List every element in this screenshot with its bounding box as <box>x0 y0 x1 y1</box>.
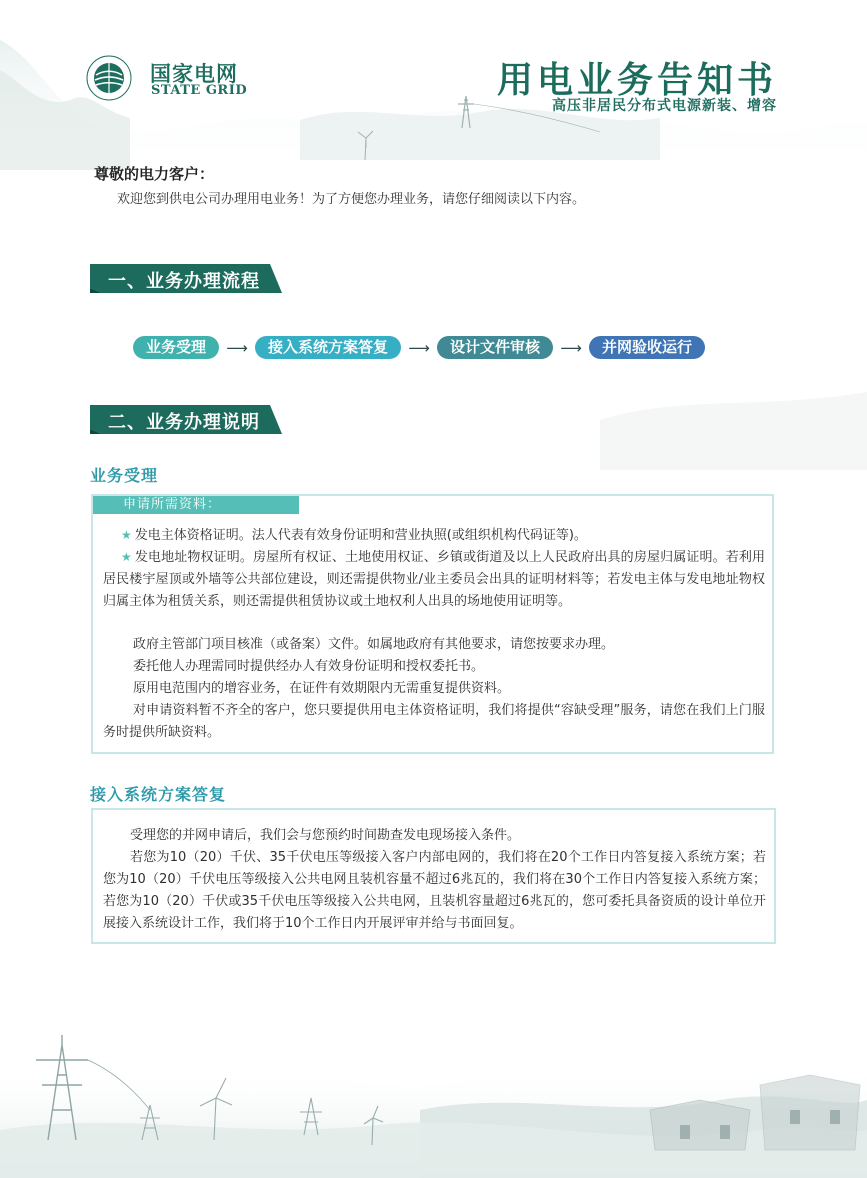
section-banner-instructions <box>90 405 282 434</box>
logo-chinese-name: 国家电网 <box>150 62 238 86</box>
material-item <box>103 546 765 613</box>
page-title: 用电业务告知书 <box>496 60 777 101</box>
material-item-text: 发电地址物权证明。房屋所有权证、土地使用权证、乡镇或街道及以上人民政府出具的房屋归属证明。若利用居民楼宇屋顶或外墙等公共部位建设，则还需提供物业/业主委员会出具的证明材料等；若发电主体与发电地址物权归属主体为租赁关系，则还需提供租赁协议或土地权利人出具的场地使用证明等。 <box>103 550 765 609</box>
flow-step-design-review: 设计文件审核 <box>437 336 553 359</box>
acceptance-box <box>91 494 774 754</box>
flow-step-grid-acceptance: 并网验收运行 <box>589 336 705 359</box>
process-flow <box>133 336 705 359</box>
material-item <box>121 524 761 547</box>
flow-arrow-icon: ⟶ <box>560 338 582 357</box>
material-item: 对申请资料暂不齐全的客户，您只要提供用电主体资格证明，我们将提供“容缺受理”服务，请您在我们上门服务时提供所缺资料。 <box>103 703 765 740</box>
star-bullet-icon: ★ <box>121 550 132 564</box>
flow-step-access-plan: 接入系统方案答复 <box>255 336 401 359</box>
access-plan-box <box>91 808 776 944</box>
section-banner-process <box>90 264 282 293</box>
greeting-salutation: 尊敬的电力客户： <box>94 165 215 183</box>
flow-arrow-icon: ⟶ <box>226 338 248 357</box>
section-title: 二、业务办理说明 <box>108 412 260 433</box>
subheading-acceptance: 业务受理 <box>90 466 159 485</box>
state-grid-globe-logo <box>86 55 132 101</box>
star-bullet-icon: ★ <box>121 528 132 542</box>
section-title: 一、业务办理流程 <box>108 271 260 292</box>
material-item: 原用电范围内的增容业务，在证件有效期限内无需重复提供资料。 <box>133 681 511 696</box>
material-item-text: 发电主体资格证明。法人代表有效身份证明和营业执照(或组织机构代码证等)。 <box>134 528 587 543</box>
page-subtitle: 高压非居民分布式电源新装、增容 <box>552 98 777 114</box>
logo-english-name: STATE GRID <box>151 83 248 98</box>
material-item: 委托他人办理需同时提供经办人有效身份证明和授权委托书。 <box>133 659 485 674</box>
access-plan-paragraph: 若您为10（20）千伏、35千伏电压等级接入客户内部电网的，我们将在20个工作日内答复接入系统方案；若您为10（20）千伏电压等级接入公共电网且装机容量不超过6兆瓦的，我们将在30个工作日内答复接入系统方案；若您为10（20）千伏或35千伏电压等级接入公共电网，且装机容量超过6兆瓦的，您可委托具备资质的设计单位开展接入系统设计工作，我们将于10个工作日内开展评审并给与书面回复。 <box>103 850 766 931</box>
flow-arrow-icon: ⟶ <box>408 338 430 357</box>
subheading-access-plan: 接入系统方案答复 <box>90 785 227 804</box>
flow-step-acceptance: 业务受理 <box>133 336 219 359</box>
material-item: 政府主管部门项目核准（或备案）文件。如属地政府有其他要求，请您按要求办理。 <box>133 637 615 652</box>
required-materials-tag: 申请所需资料： <box>93 496 299 514</box>
access-plan-paragraph: 受理您的并网申请后，我们会与您预约时间勘查发电现场接入条件。 <box>130 828 521 843</box>
greeting-intro: 欢迎您到供电公司办理用电业务！为了方便您办理业务，请您仔细阅读以下内容。 <box>117 192 586 207</box>
